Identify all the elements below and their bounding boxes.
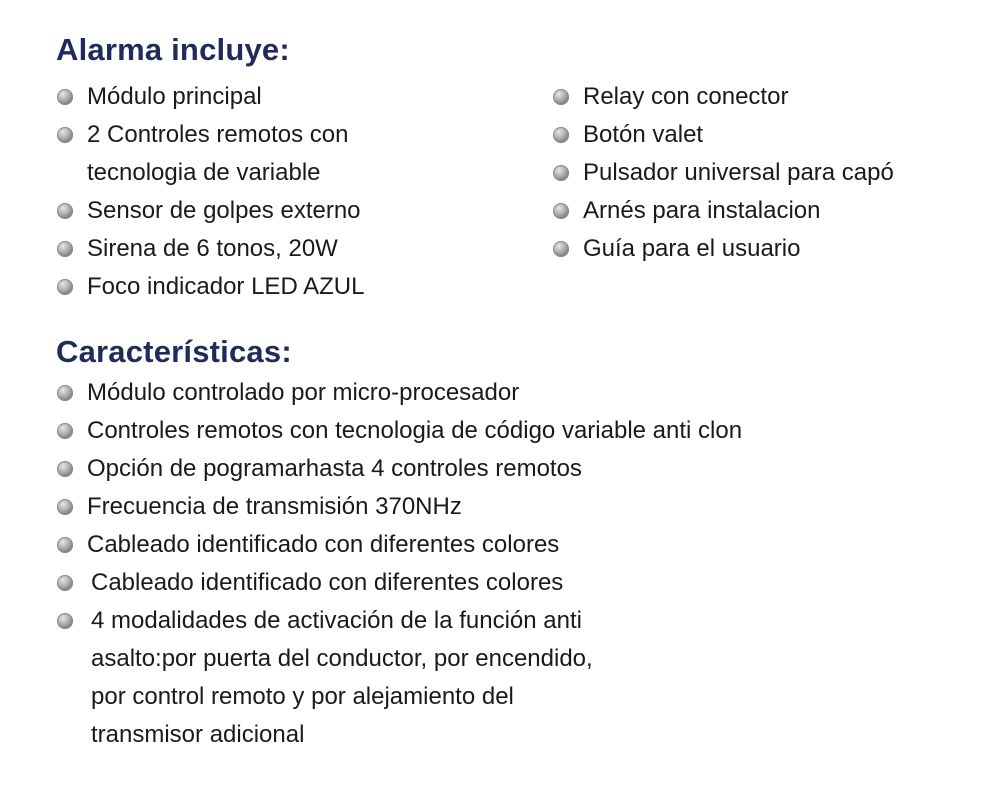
features-list [57, 374, 742, 754]
includes-list-left [57, 78, 364, 306]
list-item: Guía para el usuario [553, 230, 894, 268]
list-item: 4 modalidades de activación de la función anti [57, 602, 742, 640]
bullet-icon [57, 613, 73, 629]
list-item: Pulsador universal para capó [553, 154, 894, 192]
bullet-icon [553, 203, 569, 219]
list-item: Sirena de 6 tonos, 20W [57, 230, 364, 268]
list-item: Controles remotos con tecnologia de código variable anti clon [57, 412, 742, 450]
bullet-icon [57, 241, 73, 257]
list-item-continuation: tecnologia de variable [87, 159, 321, 186]
list-item-continuation: asalto:por puerta del conductor, por encendido, [91, 645, 593, 672]
list-item: Relay con conector [553, 78, 894, 116]
bullet-icon [57, 499, 73, 515]
list-item: Cableado identificado con diferentes colores [57, 564, 742, 602]
bullet-icon [57, 89, 73, 105]
list-item: Módulo controlado por micro-procesador [57, 374, 742, 412]
list-item: Módulo principal [57, 78, 364, 116]
list-item: Sensor de golpes externo [57, 192, 364, 230]
list-item: Botón valet [553, 116, 894, 154]
list-item: Frecuencia de transmisión 370NHz [57, 488, 742, 526]
bullet-icon [57, 461, 73, 477]
bullet-icon [553, 165, 569, 181]
list-item: Opción de pogramarhasta 4 controles remotos [57, 450, 742, 488]
includes-list-right [553, 78, 894, 268]
bullet-icon [57, 203, 73, 219]
list-item: Foco indicador LED AZUL [57, 268, 364, 306]
list-item: Arnés para instalacion [553, 192, 894, 230]
list-item-continuation: transmisor adicional [91, 721, 305, 748]
bullet-icon [57, 279, 73, 295]
bullet-icon [553, 127, 569, 143]
list-item: Cableado identificado con diferentes colores [57, 526, 742, 564]
bullet-icon [57, 385, 73, 401]
bullet-icon [553, 241, 569, 257]
bullet-icon [57, 127, 73, 143]
features-heading: Características: [56, 334, 292, 369]
bullet-icon [57, 423, 73, 439]
bullet-icon [57, 537, 73, 553]
list-item-continuation: por control remoto y por alejamiento del [91, 683, 514, 710]
list-item: 2 Controles remotos con [57, 116, 364, 154]
includes-heading: Alarma incluye: [56, 32, 290, 67]
bullet-icon [553, 89, 569, 105]
bullet-icon [57, 575, 73, 591]
